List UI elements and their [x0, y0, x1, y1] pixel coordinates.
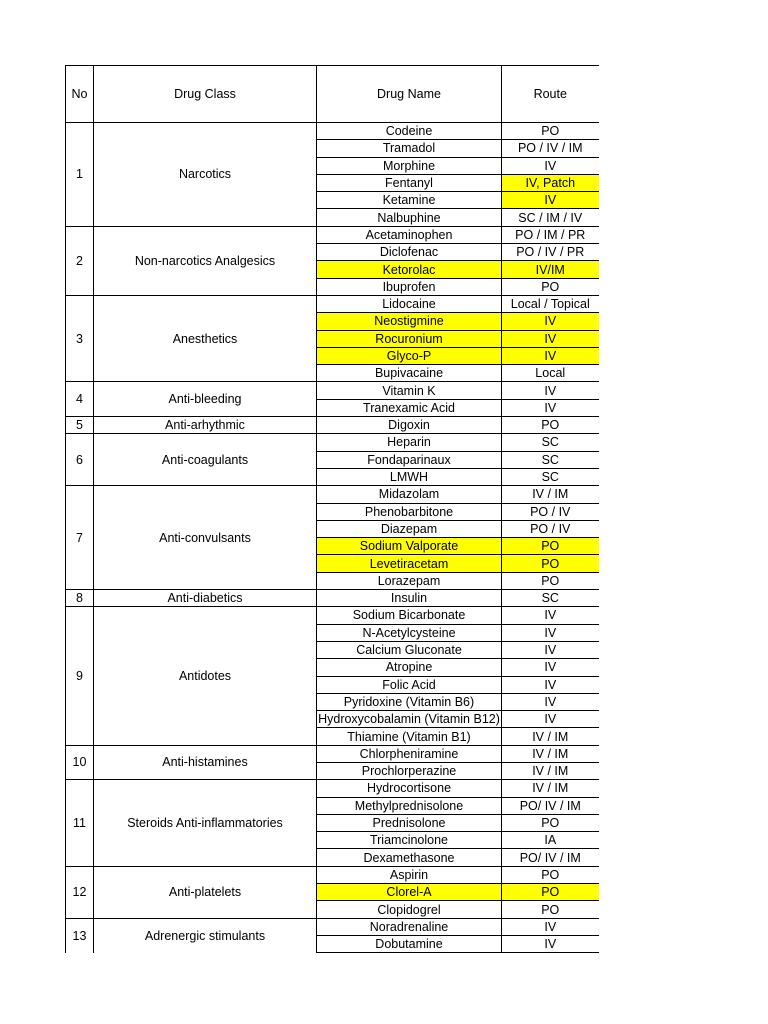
route-cell: IV [502, 382, 599, 399]
drug-class-cell: Anti-histamines [94, 745, 317, 780]
drug-name-cell: Acetaminophen [317, 226, 502, 243]
drug-name-cell: Vitamin K [317, 382, 502, 399]
drug-class-cell: Anti-convulsants [94, 486, 317, 590]
drug-name-cell: Chlorpheniramine [317, 745, 502, 762]
drug-name-cell: Morphine [317, 157, 502, 174]
header-drug-class: Drug Class [94, 66, 317, 123]
route-cell: IV / IM [502, 762, 599, 779]
group-number: 10 [66, 745, 94, 780]
drug-name-cell: Calcium Gluconate [317, 641, 502, 658]
drug-name-cell: Phenobarbitone [317, 503, 502, 520]
drug-name-cell: Sodium Bicarbonate [317, 607, 502, 624]
route-cell: PO [502, 123, 599, 140]
route-cell: IV [502, 624, 599, 641]
drug-name-cell: Aspirin [317, 866, 502, 883]
drug-name-cell: Dobutamine [317, 935, 502, 952]
drug-name-cell: Pyridoxine (Vitamin B6) [317, 693, 502, 710]
drug-class-cell: Anti-bleeding [94, 382, 317, 417]
drug-class-cell: Anti-arhythmic [94, 417, 317, 434]
table-row [66, 745, 599, 762]
group-number: 1 [66, 123, 94, 227]
drug-name-cell: Dexamethasone [317, 849, 502, 866]
route-cell: PO [502, 901, 599, 918]
table-row [66, 123, 599, 140]
route-cell: PO [502, 555, 599, 572]
drug-name-cell: Diazepam [317, 520, 502, 537]
route-cell: IV [502, 607, 599, 624]
route-cell: PO/ IV / IM [502, 797, 599, 814]
drug-class-cell: Antidotes [94, 607, 317, 745]
table-row [66, 434, 599, 451]
group-number: 4 [66, 382, 94, 417]
header-no: No [66, 66, 94, 123]
group-number: 3 [66, 295, 94, 381]
group-number: 9 [66, 607, 94, 745]
table-body [66, 123, 599, 953]
drug-name-cell: Sodium Valporate [317, 538, 502, 555]
drug-name-cell: N-Acetylcysteine [317, 624, 502, 641]
route-cell: IV / IM [502, 780, 599, 797]
route-cell: PO [502, 417, 599, 434]
drug-name-cell: Tramadol [317, 140, 502, 157]
group-number: 6 [66, 434, 94, 486]
table-row [66, 918, 599, 935]
route-cell: SC [502, 468, 599, 485]
drug-name-cell: Hydroxycobalamin (Vitamin B12) [318, 712, 500, 727]
group-number: 13 [66, 918, 94, 953]
route-cell: PO [502, 814, 599, 831]
table-row [66, 295, 599, 312]
route-cell: IV / IM [502, 486, 599, 503]
route-cell: IV [502, 399, 599, 416]
group-number: 2 [66, 226, 94, 295]
header-route: Route [502, 66, 599, 123]
route-cell: IV [502, 157, 599, 174]
drug-name-cell: Prochlorperazine [317, 762, 502, 779]
drug-name-cell: Digoxin [317, 417, 502, 434]
route-cell: IV [502, 641, 599, 658]
drug-class-cell: Narcotics [94, 123, 317, 227]
drug-name-cell: Fondaparinaux [317, 451, 502, 468]
group-number: 7 [66, 486, 94, 590]
drug-name-cell: Tranexamic Acid [317, 399, 502, 416]
drug-name-cell: Lorazepam [317, 572, 502, 589]
route-cell: PO / IV / IM [502, 140, 599, 157]
drug-name-cell: Heparin [317, 434, 502, 451]
route-cell: IV [502, 711, 599, 728]
route-cell: IV / IM [502, 745, 599, 762]
route-cell: PO / IV [502, 503, 599, 520]
table-row [66, 486, 599, 503]
drug-name-cell: Hydrocortisone [317, 780, 502, 797]
table-row [66, 780, 599, 797]
table-row [66, 382, 599, 399]
drug-name-cell: Methylprednisolone [317, 797, 502, 814]
table-row [66, 417, 599, 434]
drug-name-cell: Fentanyl [317, 174, 502, 191]
route-cell: SC [502, 434, 599, 451]
route-cell: IV [502, 313, 599, 330]
drug-name-cell: Nalbuphine [317, 209, 502, 226]
route-cell: PO / IV [502, 520, 599, 537]
drug-name-cell: Thiamine (Vitamin B1) [317, 728, 502, 745]
header-drug-name: Drug Name [317, 66, 502, 123]
route-cell: PO/ IV / IM [502, 849, 599, 866]
drug-name-cell: LMWH [317, 468, 502, 485]
drug-name-cell: Ibuprofen [317, 278, 502, 295]
route-cell: PO [502, 866, 599, 883]
route-cell: PO [502, 884, 599, 901]
route-cell: SC [502, 451, 599, 468]
table-row [66, 607, 599, 624]
route-cell: IV [502, 330, 599, 347]
route-cell: SC / IM / IV [502, 209, 599, 226]
drug-table [65, 65, 599, 953]
drug-name-cell: Insulin [317, 590, 502, 607]
route-cell: IV [502, 347, 599, 364]
drug-name-cell: Bupivacaine [317, 365, 502, 382]
drug-class-cell: Anesthetics [94, 295, 317, 381]
route-cell: SC [502, 590, 599, 607]
table-row [66, 226, 599, 243]
drug-name-cell: Lidocaine [317, 295, 502, 312]
drug-class-cell: Anti-platelets [94, 866, 317, 918]
table-row [66, 590, 599, 607]
drug-name-cell: Levetiracetam [317, 555, 502, 572]
drug-class-cell: Steroids Anti-inflammatories [94, 780, 317, 866]
drug-name-cell: Glyco-P [317, 347, 502, 364]
route-cell: IV [502, 676, 599, 693]
drug-name-cell: Noradrenaline [317, 918, 502, 935]
route-cell: PO / IV / PR [502, 244, 599, 261]
route-cell: IV / IM [502, 728, 599, 745]
route-cell: IV [502, 918, 599, 935]
drug-class-cell: Anti-diabetics [94, 590, 317, 607]
route-cell: IV [502, 659, 599, 676]
drug-name-cell: Clopidogrel [317, 901, 502, 918]
group-number: 8 [66, 590, 94, 607]
drug-name-cell: Clorel-A [317, 884, 502, 901]
drug-class-cell: Non-narcotics Analgesics [94, 226, 317, 295]
route-cell: PO [502, 538, 599, 555]
route-cell: IV [502, 693, 599, 710]
route-cell: IV, Patch [502, 174, 599, 191]
drug-name-cell: Triamcinolone [317, 832, 502, 849]
route-cell: IV/IM [502, 261, 599, 278]
header-row [66, 66, 599, 123]
table-header [66, 66, 599, 123]
table-row [66, 866, 599, 883]
route-cell: PO [502, 278, 599, 295]
drug-name-cell: Codeine [317, 123, 502, 140]
drug-name-cell: Folic Acid [317, 676, 502, 693]
drug-name-cell: Ketorolac [317, 261, 502, 278]
group-number: 12 [66, 866, 94, 918]
drug-name-cell: Ketamine [317, 192, 502, 209]
route-cell: Local / Topical [502, 295, 599, 312]
drug-name-cell: Prednisolone [317, 814, 502, 831]
route-cell: IV [502, 935, 599, 952]
drug-class-cell: Adrenergic stimulants [94, 918, 317, 953]
drug-name-cell: Diclofenac [317, 244, 502, 261]
drug-name-cell: Midazolam [317, 486, 502, 503]
route-cell: PO [502, 572, 599, 589]
route-cell: PO / IM / PR [502, 226, 599, 243]
drug-name-cell: Atropine [317, 659, 502, 676]
drug-table-sheet [65, 65, 598, 953]
route-cell: Local [502, 365, 599, 382]
group-number: 11 [66, 780, 94, 866]
drug-name-cell: Rocuronium [317, 330, 502, 347]
route-cell: IV [502, 192, 599, 209]
group-number: 5 [66, 417, 94, 434]
drug-class-cell: Anti-coagulants [94, 434, 317, 486]
route-cell: IA [502, 832, 599, 849]
drug-name-cell: Neostigmine [317, 313, 502, 330]
